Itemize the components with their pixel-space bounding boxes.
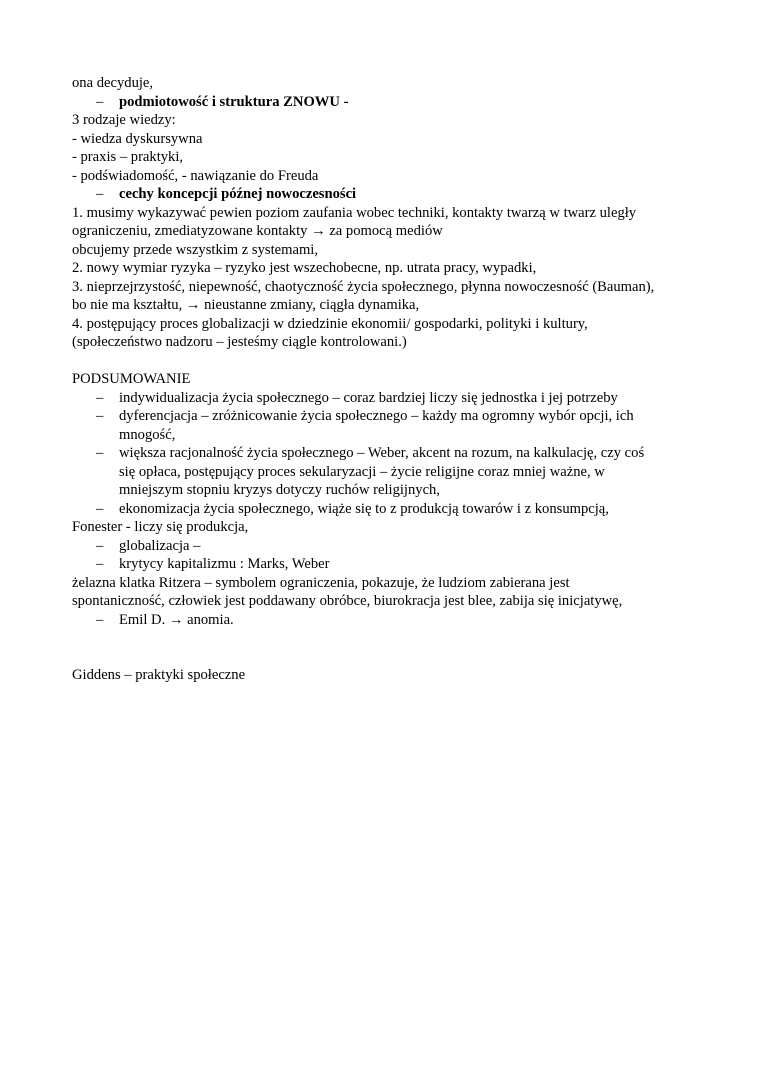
bullet-item — [72, 407, 692, 444]
dash-bullet-icon: – — [96, 537, 104, 554]
dash-bullet-icon: – — [96, 186, 104, 202]
text-line: - podświadomość, - nawiązanie do Freuda — [72, 167, 319, 184]
bullet-text: indywidualizacja życia społecznego – coraz bardziej liczy się jednostka i jej potrzeby — [119, 389, 618, 406]
bullet-heading: podmiotowość i struktura ZNOWU - — [119, 93, 349, 110]
text-line: bo nie ma kształtu, → nieustanne zmiany, ciągła dynamika, — [72, 297, 420, 313]
dash-bullet-icon: – — [96, 500, 104, 517]
bullet-item — [72, 500, 692, 519]
bullet-item — [72, 555, 692, 574]
bullet-item — [72, 185, 692, 204]
dash-bullet-icon: – — [96, 611, 104, 628]
bullet-item — [72, 611, 692, 630]
bullet-item — [72, 444, 692, 500]
bullet-text: dyferencjacja – zróżnicowanie życia społecznego – każdy ma ogromny wybór opcji, ich mnogość, — [119, 408, 634, 443]
bullet-text: Emil D. → anomia. — [119, 611, 234, 628]
dash-bullet-icon: – — [96, 408, 104, 424]
text-line: 3. nieprzejrzystość, niepewność, chaotyczność życia społecznego, płynna nowoczesność (Bauman), — [72, 278, 655, 295]
bullet-item — [72, 389, 692, 408]
bullet-text: ekonomizacja życia społecznego, wiąże się to z produkcją towarów i z konsumpcją, — [119, 500, 609, 517]
text-line: obcujemy przede wszystkim z systemami, — [72, 241, 319, 258]
bullet-text: globalizacja – — [119, 537, 201, 554]
text-line: (społeczeństwo nadzoru – jesteśmy ciągle kontrolowani.) — [72, 334, 407, 350]
bullet-text: krytycy kapitalizmu : Marks, Weber — [119, 556, 330, 572]
text-line: żelazna klatka Ritzera – symbolem ograniczenia, pokazuje, że ludziom zabierana jest — [72, 574, 570, 591]
dash-bullet-icon: – — [96, 93, 104, 110]
bullet-item — [72, 537, 692, 556]
text-line: 3 rodzaje wiedzy: — [72, 112, 176, 128]
document-body — [72, 74, 692, 685]
dash-bullet-icon: – — [96, 556, 104, 572]
text-line: spontaniczność, człowiek jest poddawany obróbce, biurokracja jest blee, zabija się inicjatywę, — [72, 593, 623, 609]
blank-lines — [72, 629, 692, 666]
section-heading: PODSUMOWANIE — [72, 371, 191, 387]
text-line: ograniczeniu, zmediatyzowane kontakty → za pomocą mediów — [72, 223, 443, 239]
bullet-text: większa racjonalność życia społecznego – Weber, akcent na rozum, na kalkulację, czy coś się opłaca, postępujący proces sekularyzacji – życie religijne coraz mniej ważne, w mniejszym stopniu kryzys dotyczy ruchów religijnych, — [119, 445, 645, 498]
dash-bullet-icon: – — [96, 445, 104, 461]
bullet-item — [72, 93, 692, 112]
text-line: Fonester - liczy się produkcja, — [72, 519, 249, 535]
text-line: Giddens – praktyki społeczne — [72, 667, 246, 683]
text-line: ona decyduje, — [72, 75, 154, 91]
dash-bullet-icon: – — [96, 389, 104, 406]
bullet-heading: cechy koncepcji późnej nowoczesności — [119, 186, 357, 202]
text-line: 4. postępujący proces globalizacji w dziedzinie ekonomii/ gospodarki, polityki i kultury, — [72, 315, 588, 332]
blank-line — [72, 352, 692, 371]
text-line: 1. musimy wykazywać pewien poziom zaufania wobec techniki, kontakty twarzą w twarz uległy — [72, 204, 637, 221]
text-line: 2. nowy wymiar ryzyka – ryzyko jest wszechobecne, np. utrata pracy, wypadki, — [72, 260, 537, 276]
text-line: - wiedza dyskursywna — [72, 130, 203, 147]
text-line: - praxis – praktyki, — [72, 149, 184, 165]
